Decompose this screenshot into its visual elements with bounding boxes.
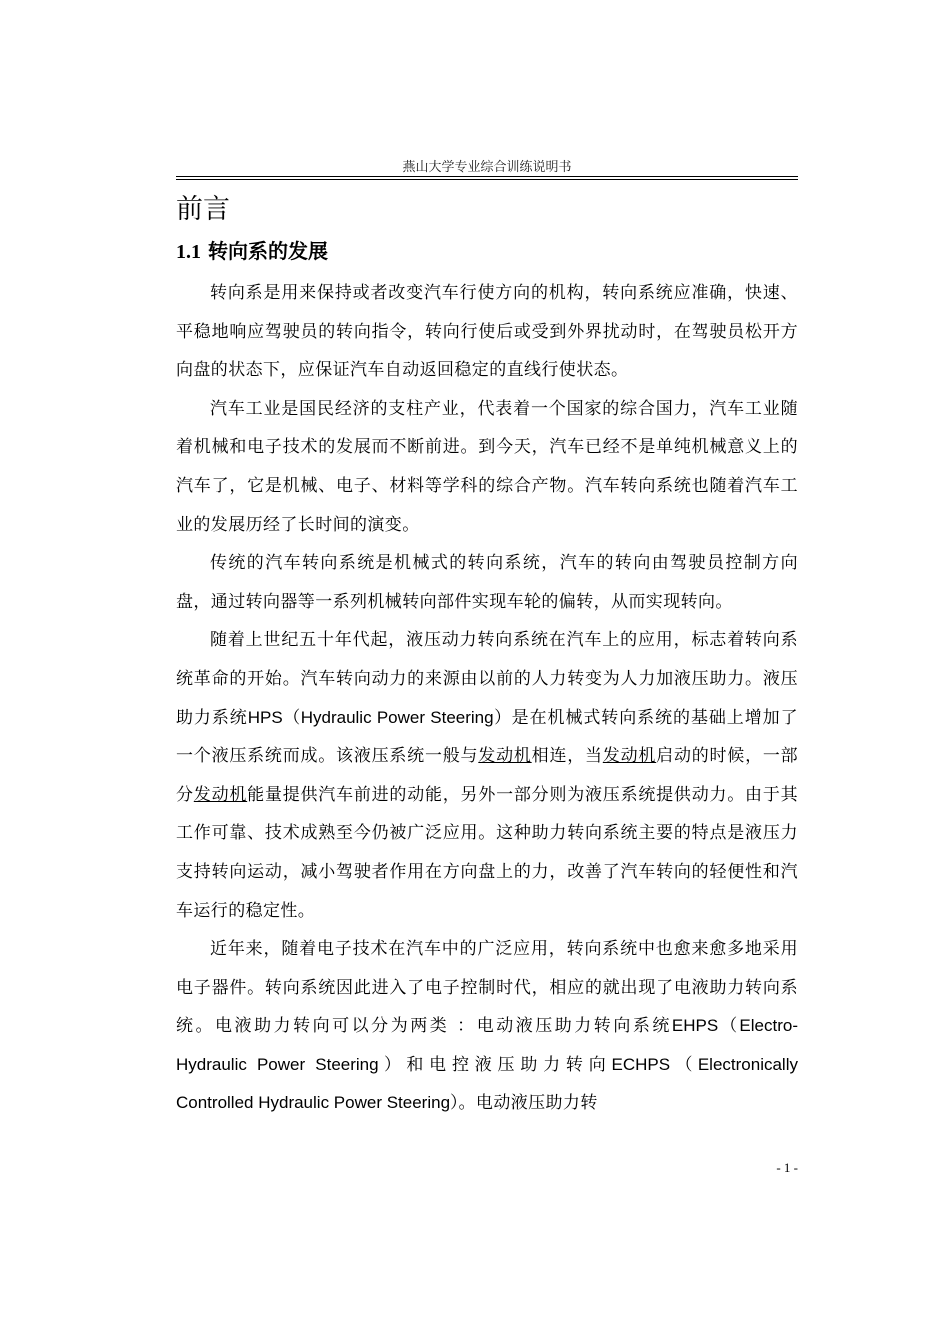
header-rule-bottom (176, 179, 798, 180)
subsection-heading (176, 236, 328, 267)
paragraph-4-text: 是在机械式转向系统的基础上增加了一个液压系统而成。该液压系统一般与 (176, 707, 798, 767)
engine-link[interactable]: 发动机 (193, 784, 248, 805)
paragraph-5-text: 。电动液压助力转 (458, 1093, 598, 1114)
paragraph-4 (176, 621, 798, 930)
ehps-term: EHPS（Electro-Hydraulic Power Steering） (176, 1016, 798, 1074)
paragraph-2: 汽车工业是国民经济的支柱产业，代表着一个国家的综合国力，汽车工业随着机械和电子技术的发展而不断前进。到今天，汽车已经不是单纯机械意义上的汽车了，它是机械、电子、材料等学科的综合产物。汽车转向系统也随着汽车工业的发展历经了长时间的演变。 (176, 398, 798, 535)
engine-link[interactable]: 发动机 (478, 746, 532, 767)
paragraph-4-text: 启动的时候，一部分 (176, 746, 799, 805)
body-text (176, 274, 798, 1123)
paragraph-4-text: 随着上世纪五十年代起，液压动力转向系统在汽车上的应用，标志着转向系统革命的开始。汽车转向动力的来源由以前的人力转变为人力加液压助力。液压助力系统 (176, 630, 798, 728)
subsection-number: 1.1 (176, 241, 201, 263)
paragraph-5-text: 近年来，随着电子技术在汽车中的广泛应用，转向系统中也愈来愈多地采用电子器件。转向系统因此进入了电子控制时代，相应的就出现了电液助力转向系统。电液助力转向可以分为两类 ：电动液压助力转向系统 (176, 939, 798, 1037)
paragraph-4-text: 能量提供汽车前进的动能，另外一部分则为液压系统提供动力。由于其工作可靠、技术成熟至今仍被广泛应用。这种助力转向系统主要的特点是液压力支持转向运动，减小驾驶者作用在方向盘上的力，改善了汽车转向的轻便性和汽车运行的稳定性。 (176, 784, 799, 921)
echps-term: ECHPS（Electronically Controlled Hydraulic Power Steering） (176, 1054, 798, 1113)
hps-term: HPS（Hydraulic Power Steering） (247, 707, 512, 727)
page-number: - 1 - (776, 1160, 798, 1175)
engine-link[interactable]: 发动机 (602, 746, 657, 767)
paragraph-5 (176, 930, 798, 1123)
header-rule-top (176, 176, 798, 177)
paragraph-1: 转向系是用来保持或者改变汽车行使方向的机构，转向系统应准确，快速、平稳地响应驾驶员的转向指令，转向行使后或受到外界扰动时，在驾驶员松开方向盘的状态下，应保证汽车自动返回稳定的直线行使状态。 (176, 283, 798, 381)
section-title: 前言 (176, 194, 230, 225)
running-header: 燕山大学专业综合训练说明书 (402, 160, 572, 175)
paragraph-3: 传统的汽车转向系统是机械式的转向系统，汽车的转向由驾驶员控制方向盘，通过转向器等一系列机械转向部件实现车轮的偏转，从而实现转向。 (176, 553, 798, 612)
subsection-title: 转向系的发展 (207, 239, 328, 263)
paragraph-5-text: 和电控液压助力转向 (406, 1054, 612, 1075)
paragraph-4-text: 相连，当 (531, 746, 603, 767)
